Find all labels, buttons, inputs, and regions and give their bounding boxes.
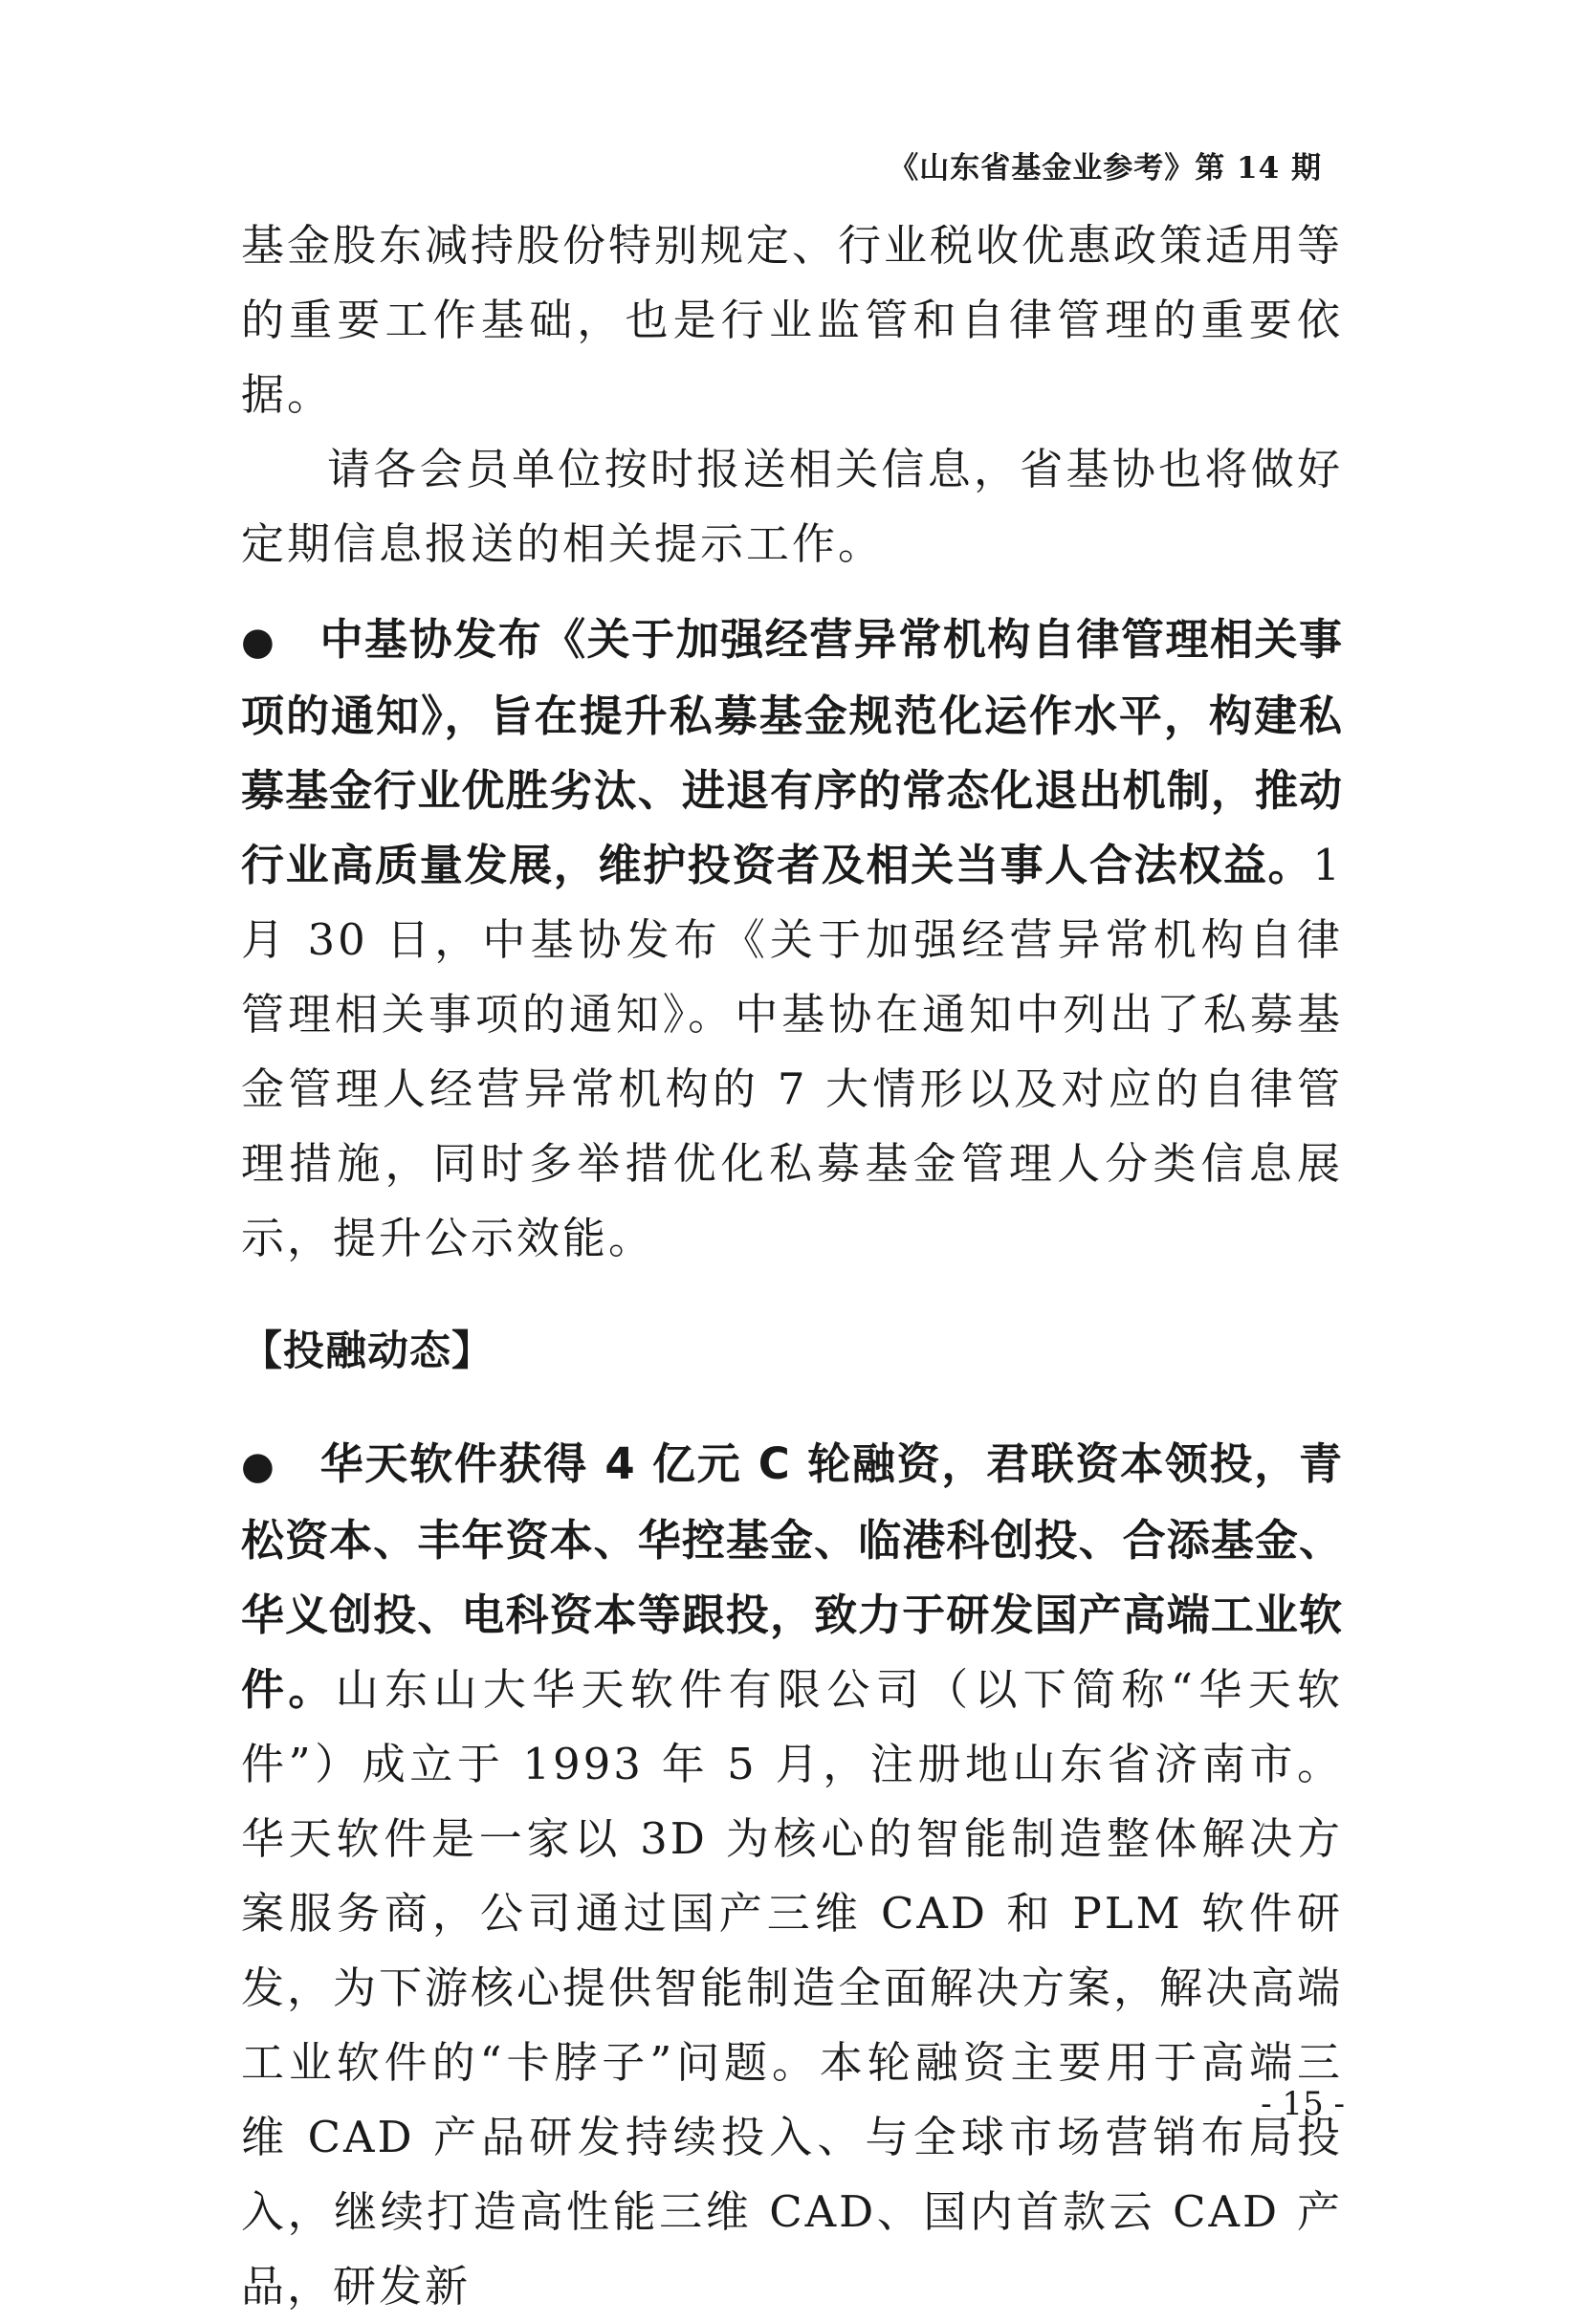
publication-header: 《山东省基金业参考》第 14 期: [889, 151, 1322, 186]
bullet-icon: ●: [241, 1444, 276, 1488]
intro-request-paragraph: 请各会员单位按时报送相关信息，省基协也将做好定期信息报送的相关提示工作。: [241, 444, 1343, 569]
news-item-huatian-financing: [241, 1427, 1343, 2324]
news-headline: 华天软件获得 4 亿元 C 轮融资，君联资本领投，青松资本、丰年资本、华控基金、临港科创投、合添基金、华义创投、电科资本等跟投，致力于研发国产高端工业软件。: [241, 1438, 1343, 1715]
article-body: [241, 208, 1343, 2324]
news-headline: 中基协发布《关于加强经营异常机构自律管理相关事项的通知》，旨在提升私募基金规范化运作水平，构建私募基金行业优胜劣汰、进退有序的常态化退出机制，推动行业高质量发展，维护投资者及相关当事人合法权益。: [241, 614, 1343, 890]
news-item-amac-notice: [241, 603, 1343, 1276]
intro-continuation-paragraph: 基金股东减持股份特别规定、行业税收优惠政策适用等的重要工作基础，也是行业监管和自律管理的重要依据。: [241, 220, 1344, 420]
news-body: 山东山大华天软件有限公司（以下简称“华天软件”）成立于 1993 年 5 月，注册地山东省济南市。华天软件是一家以 3D 为核心的智能制造整体解决方案服务商，公司通过国产三维 CAD 和 PLM 软件研发，为下游核心提供智能制造全面解决方案，解决高端工业软件的“卡脖子”问题。本轮融资主要用于高端三维 CAD 产品研发持续投入、与全球市场营销布局投入，继续打造高性能三维 CAD、国内首款云 CAD 产品，研发新: [241, 1664, 1344, 2312]
news-body: 1 月 30 日，中基协发布《关于加强经营异常机构自律管理相关事项的通知》。中基协在通知中列出了私募基金管理人经营异常机构的 7 大情形以及对应的自律管理措施，同时多举措优化私募基金管理人分类信息展示，提升公示效能。: [241, 840, 1343, 1263]
page-number: - 15 -: [1261, 2085, 1345, 2123]
bullet-icon: ●: [241, 620, 276, 664]
section-title-investment-news: 【投融动态】: [241, 1327, 494, 1375]
